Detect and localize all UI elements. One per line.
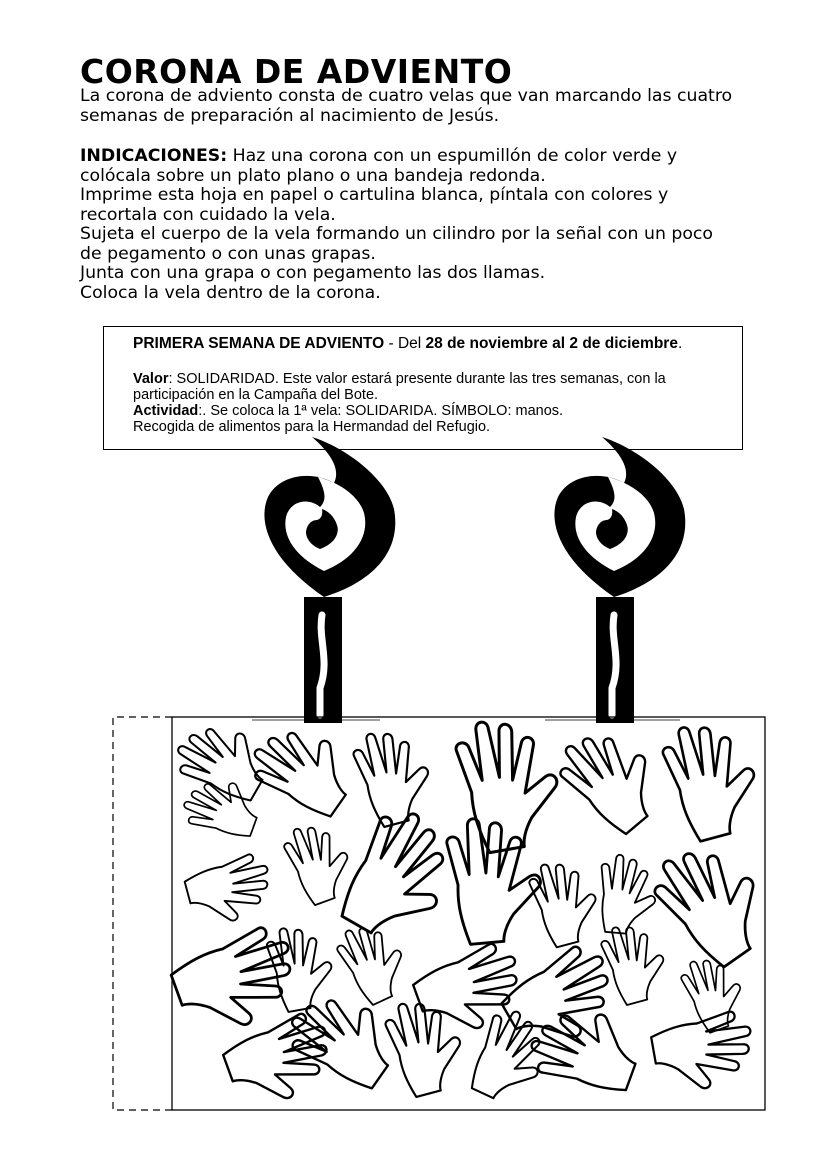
- instruction-line: de pegamento o con unas grapas.: [80, 243, 376, 264]
- valor-label: Valor: [133, 371, 169, 387]
- recogida-line: Recogida de alimentos para la Hermandad del Refugio.: [133, 419, 491, 435]
- actividad-label: Actividad: [133, 403, 199, 419]
- instructions-first-text: Haz una corona con un espumillón de color verde y: [227, 146, 678, 166]
- actividad-text: :. Se coloca la 1ª vela: SOLIDARIDA. SÍMBOLO: manos.: [198, 403, 564, 419]
- week-dates: 28 de noviembre al 2 de diciembre: [425, 335, 678, 352]
- instruction-line: colócala sobre un plato plano o una bandeja redonda.: [80, 165, 546, 186]
- week-title: PRIMERA SEMANA DE ADVIENTO: [133, 335, 385, 352]
- instructions-label: INDICACIONES:: [80, 146, 228, 166]
- instruction-line: Coloca la vela dentro de la corona.: [80, 282, 381, 303]
- glue-tab: [113, 717, 172, 1110]
- hands-pattern: [166, 710, 783, 1114]
- intro-paragraph: La corona de adviento consta de cuatro velas que van marcando las cuatro semanas de preparación al nacimiento de Jesús.: [80, 86, 733, 126]
- instruction-line: Sujeta el cuerpo de la vela formando un cilindro por la señal con un poco: [80, 224, 714, 244]
- week-heading-end: .: [677, 335, 683, 352]
- valor-text: : SOLIDARIDAD. Este valor estará presente durante las tres semanas, con la participación en la Campaña del Bote.: [133, 371, 666, 403]
- instruction-line: recortala con cuidado la vela.: [80, 204, 336, 225]
- page-title: CORONA DE ADVIENTO: [80, 52, 513, 91]
- candle-right: [554, 437, 685, 723]
- candle-left: [264, 437, 395, 723]
- instruction-line: Imprime esta hoja en papel o cartulina blanca, píntala con colores y: [80, 185, 669, 205]
- instruction-line: Junta con una grapa o con pegamento las dos llamas.: [80, 263, 546, 283]
- week-heading-mid: - Del: [384, 335, 426, 352]
